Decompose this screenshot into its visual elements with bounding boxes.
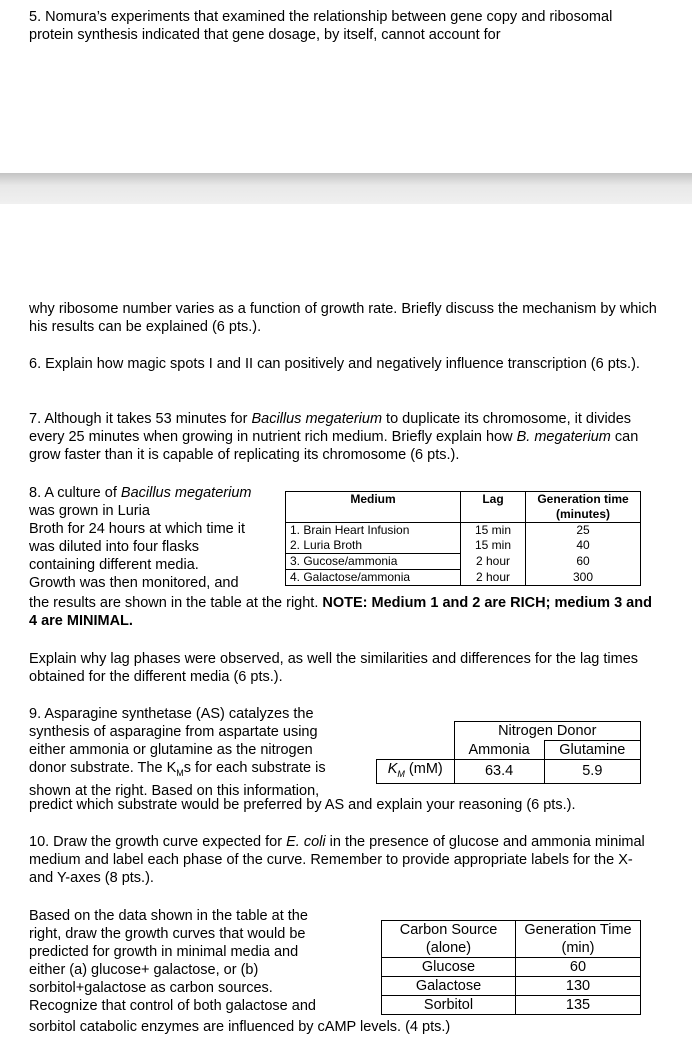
q9-text: 9. Asparagine synthetase (AS) catalyzes the synthesis of asparagine from aspartate using either ammonia or glutamine as the nitrogen donor substrate. The $K_Ms$ for each substrate is shown at the right. Based on this information, (29, 706, 326, 799)
q11-text-tail: sorbitol catabolic enzymes are influenced by cAMP levels. (4 pts.) (29, 1019, 451, 1035)
table-row: 1. Brain Heart Infusion 15 min 25 (286, 523, 641, 539)
glutamine-header: Glutamine (544, 741, 640, 760)
table-row: $K_M$ (mM) 63.4 5.9 (377, 760, 641, 784)
q10-text: 10. Draw the growth curve expected for E. coli in the presence of glucose and ammonia minimal medium and label each phase of the curve. Remember to provide appropriate labels for the X- and Y-axes (8 pts.). (29, 834, 645, 886)
gen-time-header: Generation time (minutes) (526, 492, 641, 523)
carbon-source-header: Carbon Source (alone) (382, 921, 516, 958)
q11-text: Based on the data shown in the table at the right, draw the growth curves that would be predicted for growth in minimal media and either (a) glucose+ galactose, or (b) sorbitol+galactose as carbon sources. Recognize that control of both galactose and (29, 908, 316, 1014)
table-row: 2. Luria Broth 15 min 40 (286, 538, 641, 554)
table-row: 4. Galactose/ammonia 2 hour 300 (286, 570, 641, 586)
media-header: Medium (286, 492, 461, 523)
q5-text-top: 5. Nomura’s experiments that examined the relationship between gene copy and ribosomal protein synthesis indicated that gene dosage, by itself, cannot account for (29, 9, 613, 43)
table-row: Glucose 60 (382, 958, 641, 977)
km-table (376, 721, 641, 784)
q8-intro: 8. A culture of Bacillus megaterium was grown in Luria Broth for 24 hours at which time it was diluted into four flasks containing different media. Growth was then monitored, and (29, 485, 252, 591)
q8-results: the results are shown in the table at the right. NOTE: Medium 1 and 2 are RICH; medium 3 and 4 are MINIMAL. (29, 595, 652, 629)
nitrogen-donor-header: Nitrogen Donor (454, 722, 641, 741)
page-gap (0, 173, 692, 204)
q8-question: Explain why lag phases were observed, as well the similarities and differences for the lag times obtained for the different media (6 pts.). (29, 651, 639, 685)
carbon-table (381, 920, 641, 1015)
q7-text: 7. Although it takes 53 minutes for Bacillus megaterium to duplicate its chromosome, it divides every 25 minutes when growing in nutrient rich medium. Briefly explain how B. megaterium can grow faster than it is capable of replicating its chromosome (6 pts.). (29, 411, 639, 463)
media-table (285, 491, 641, 586)
table-row: Galactose 130 (382, 977, 641, 996)
lag-header: Lag (461, 492, 526, 523)
table-row: 3. Gucose/ammonia 2 hour 60 (286, 554, 641, 570)
generation-time-header: Generation Time (min) (516, 921, 641, 958)
km-label: $K_M$ (mM) (377, 760, 455, 784)
ammonia-header: Ammonia (454, 741, 544, 760)
q9-text-tail: predict which substrate would be preferred by AS and explain your reasoning (6 pts.). (29, 797, 576, 813)
table-row: Sorbitol 135 (382, 996, 641, 1015)
q5-text-bottom: why ribosome number varies as a function of growth rate. Briefly discuss the mechanism by which his results can be explained (6 pts.). (29, 301, 657, 335)
q6-text: 6. Explain how magic spots I and II can positively and negatively influence transcription (6 pts.). (29, 356, 640, 372)
